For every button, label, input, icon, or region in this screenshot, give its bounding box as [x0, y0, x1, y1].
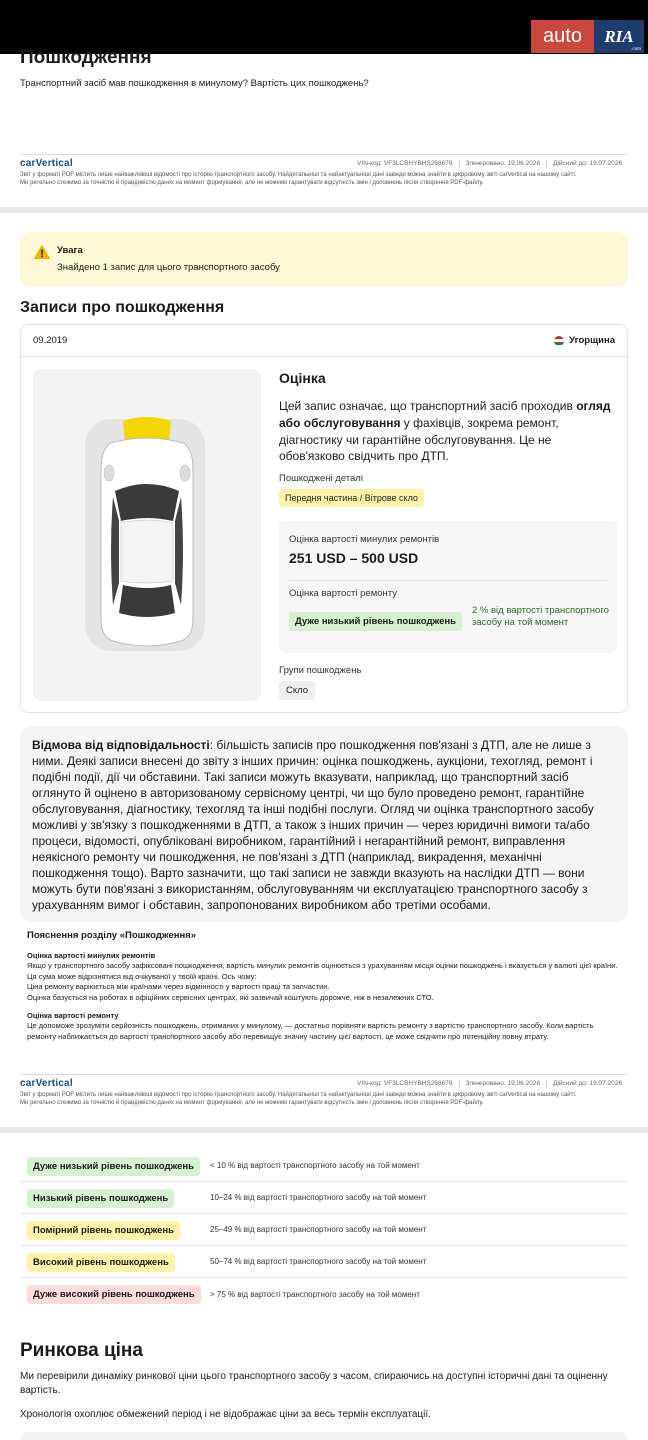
- warning-text: Знайдено 1 запис для цього транспортного засобу: [57, 262, 280, 273]
- explanation-heading-1: Оцінка вартості минулих ремонтів: [27, 951, 156, 960]
- level-row: [20, 1278, 628, 1310]
- disclaimer-title: Відмова від відповідальності: [32, 738, 210, 752]
- report-footer: [20, 154, 628, 187]
- warning-triangle-icon: [34, 245, 50, 259]
- market-price-title: Ринкова ціна: [20, 1340, 143, 1361]
- vin-code: VIN-код: VF3LCBHYBHS268679: [357, 160, 453, 167]
- footer-note-1: Звіт у форматі PDF містить лише найважливіші відомості про історію транспортного засобу. Найдетальніші та найактуальніші дані завжди можна знайти в цифровому звіті carVertical на нашому сайті.: [20, 172, 577, 178]
- generated-date: Згенеровано: 19.06.2026: [459, 1080, 547, 1087]
- damage-group-chip: Скло: [279, 681, 315, 700]
- explanation-text-1c: Оцінка базується на роботах в офіційних сервісних центрах, які зазвичай коштують дорожче, ніж в незалежних СТО.: [27, 992, 434, 1002]
- level-row: [20, 1182, 628, 1214]
- level-description: < 10 % від вартості транспортного засобу на той момент: [210, 1161, 420, 1170]
- explanation-text-1b: Ціна ремонту варіюється між країнами через відмінності у вартості праці та запчастин.: [27, 982, 330, 991]
- market-price-note: Хронологія охоплює обмежений період і не відображає ціни за весь термін експлуатації.: [20, 1409, 431, 1420]
- assessment-title: Оцінка: [279, 370, 326, 386]
- assessment-desc-end: у фахівців, зокрема ремонт, діагностику чи гарантійне обслуговування. Це не обов'язково свідчить про ДТП.: [279, 415, 559, 464]
- vin-code: VIN-код: VF3LCBHYBHS268679: [357, 1080, 453, 1087]
- report-footer-2: [20, 1074, 628, 1107]
- assessment-description: [279, 398, 619, 465]
- level-chip: Помірний рівень пошкоджень: [27, 1221, 180, 1240]
- generated-date: Згенеровано: 19.06.2026: [459, 160, 547, 167]
- damaged-parts-label: Пошкоджені деталі: [279, 473, 363, 484]
- record-header: [21, 325, 627, 357]
- warning-banner: [20, 232, 628, 286]
- disclaimer-text: : більшість записів про пошкодження пов'язані з ДТП, але не лише з ними. Деякі записи внесені до звіту з інших причин: оцінка пошкоджень, аукціони, техогляд, ремонт і подібні події, дії чи обставини. Такі записи можуть вказувати, наприклад, що транспортний засіб оглянуто й оцінено в авторизованому сервісному центрі, чи що було проведено ремонт, гарантійне обслуговування, діагностику, техогляд та інші подібні послуги. Огляд чи оцінка транспортного засобу можливі у зв'язку з пошкодженнями в ДТП, а також з інших причин — через юридичні вимоги та/або процеси, відомості, опубліковані виробником, гарантійний і негарантійний ремонт, виправлення неякісного ремонту чи пошкодження, не пов'язані з ДТП (наприклад, викрадення, механічні пошкодження тощо). Варто зазначити, що такі записи не завжди вказують на наслідки ДТП — вони можуть бути пов'язані з використанням, обслуговуванням чи експлуатацією транспортного засобу з урахуванням вимог і обставин, запропонованих виробником або третіми особами.: [32, 738, 594, 912]
- repair-level-note: 2 % від вартості транспортного засобу на той момент: [472, 605, 609, 629]
- autoria-logo[interactable]: [531, 20, 644, 53]
- valid-date: Дійсний до: 19.07.2026: [546, 1080, 628, 1087]
- level-chip: Дуже високий рівень пошкоджень: [27, 1285, 201, 1304]
- logo-auto: auto: [531, 20, 594, 53]
- logo-ria-domain: .com: [631, 47, 641, 52]
- footer-note-2: Ми ретельно стежимо за точністю й правдивістю даних на момент формування, але не можемо гарантувати відсутність змін і доповнень після створення PDF-файлу.: [20, 180, 484, 187]
- footer-note-2: Ми ретельно стежимо за точністю й правдивістю даних на момент формування, але не можемо гарантувати відсутність змін і доповнень після створення PDF-файлу.: [20, 1100, 484, 1107]
- level-description: > 75 % від вартості транспортного засобу на той момент: [210, 1289, 420, 1299]
- carvertical-logo: carVertical: [20, 158, 73, 169]
- level-chip: Дуже низький рівень пошкоджень: [27, 1157, 200, 1176]
- section-explanation: [27, 930, 622, 1042]
- level-row: [20, 1246, 628, 1278]
- explanation-title: Пояснення розділу «Пошкодження»: [27, 930, 197, 941]
- page-divider-2: [0, 1127, 648, 1133]
- level-description: 25–49 % від вартості транспортного засобу на той момент: [210, 1225, 427, 1234]
- country-name: Угорщина: [569, 335, 615, 346]
- record-date: 09.2019: [33, 335, 68, 346]
- disclaimer-box: [20, 726, 628, 922]
- level-row: [20, 1150, 628, 1182]
- level-description: 10–24 % від вартості транспортного засобу на той момент: [210, 1193, 427, 1202]
- damage-groups-label: Групи пошкоджень: [279, 665, 362, 676]
- valid-date: Дійсний до: 19.07.2026: [546, 160, 628, 167]
- section-title: Пошкодження: [20, 47, 152, 68]
- car-top-view-icon: [33, 369, 261, 701]
- section-subtitle: Транспортний засіб мав пошкодження в минулому? Вартість цих пошкоджень?: [20, 78, 369, 89]
- explanation-text-2: Це допоможе зрозуміти серйозність пошкоджень, отриманих у минулому, — достатньо порівняти вартість ремонту з вартістю транспортного засобу. Коли вартість ремонту наближається до вартості транспортного засобу або перевищує значну частину цієї вартості, це може свідчити про потенційну повну втрату.: [27, 1021, 594, 1041]
- level-row: [20, 1214, 628, 1246]
- page-divider: [0, 207, 648, 213]
- repair-level-chip: Дуже низький рівень пошкоджень: [289, 612, 462, 631]
- record-country: [554, 335, 615, 346]
- explanation-heading-2: Оцінка вартості ремонту: [27, 1011, 119, 1020]
- records-title: Записи про пошкодження: [20, 299, 225, 316]
- damage-level-legend: [20, 1150, 628, 1310]
- logo-ria: [594, 20, 644, 53]
- past-cost-value: 251 USD – 500 USD: [289, 550, 419, 566]
- assessment-desc-start: Цей запис означає, що транспортний засіб проходив: [279, 399, 577, 413]
- level-description: 50–74 % від вартості транспортного засобу на той момент: [210, 1257, 427, 1266]
- hungary-flag-icon: [554, 336, 564, 346]
- explanation-text-1a: Якщо у транспортного засобу зафіксовані пошкодження, вартість минулих ремонтів оцінюється з урахуванням місця оцінки пошкоджень і вказується у валюті цієї країни. Ця сума може відрізнятися від очікуваної у твоїй країні. Ось чому:: [27, 961, 618, 981]
- level-chip: Високий рівень пошкоджень: [27, 1253, 175, 1272]
- cost-divider: [289, 580, 607, 581]
- damaged-part-chip: Передня частина / Вітрове скло: [279, 489, 424, 507]
- footer-note-1: Звіт у форматі PDF містить лише найважливіші відомості про історію транспортного засобу. Найдетальніші та найактуальніші дані завжди можна знайти в цифровому звіті carVertical на нашому сайті.: [20, 1092, 577, 1098]
- assessment-desc-bold: огляд або обслуговування: [279, 399, 611, 430]
- past-cost-label: Оцінка вартості минулих ремонтів: [289, 534, 440, 545]
- chart-container-top: [20, 1432, 628, 1440]
- repair-cost-label: Оцінка вартості ремонту: [289, 588, 397, 599]
- warning-title: Увага: [57, 245, 83, 256]
- damage-record-card: [20, 324, 628, 713]
- carvertical-logo: carVertical: [20, 1078, 73, 1089]
- cost-box: [279, 521, 617, 653]
- car-damage-diagram: [33, 369, 261, 701]
- logo-ria-text: RIA: [604, 26, 634, 46]
- level-chip: Низький рівень пошкоджень: [27, 1189, 174, 1208]
- market-price-text: Ми перевірили динаміку ринкової ціни цього транспортного засобу з часом, спираючись на доступні історичні дані та оціненну вартість.: [20, 1371, 608, 1396]
